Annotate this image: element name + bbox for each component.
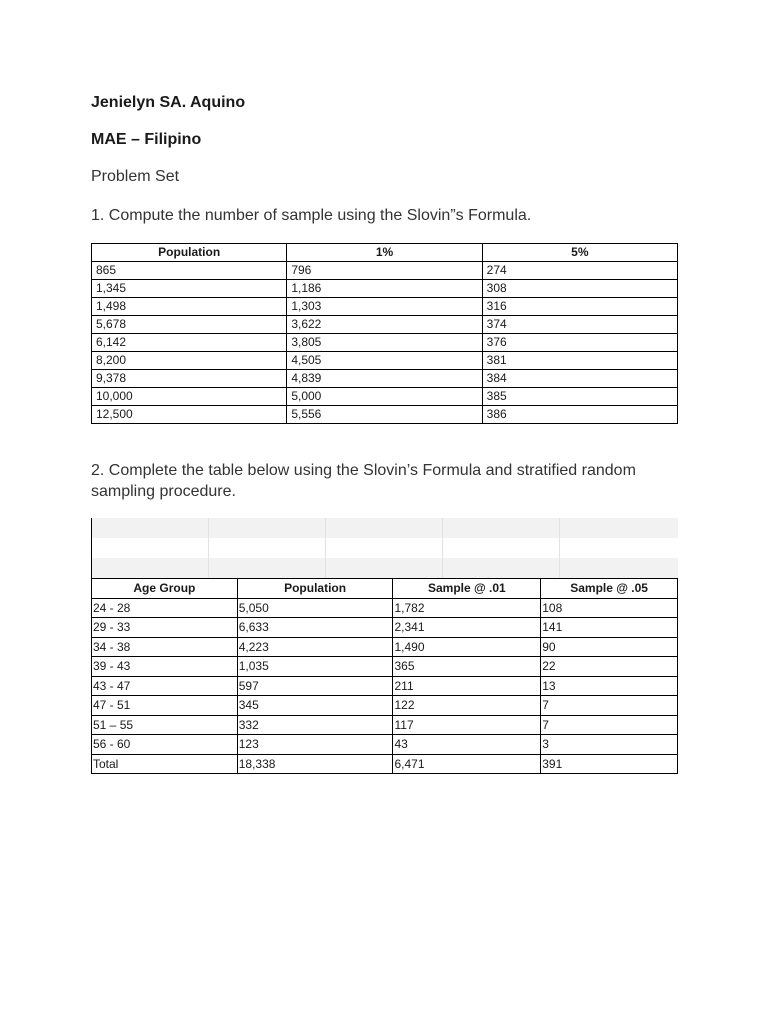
column-header: 5% [482, 244, 677, 262]
table-cell: 1,303 [287, 298, 482, 316]
table-cell: 332 [237, 715, 393, 735]
table-cell: 2,341 [393, 618, 541, 638]
column-header: Population [237, 579, 393, 599]
table-cell: 1,035 [237, 657, 393, 677]
empty-table-region [91, 518, 678, 578]
table-row [92, 676, 678, 696]
table-cell: 796 [287, 262, 482, 280]
column-header: Sample @ .01 [393, 579, 541, 599]
table-cell: 4,223 [237, 637, 393, 657]
table-cell: 9,378 [92, 370, 287, 388]
table-cell: 6,142 [92, 334, 287, 352]
table-cell: 18,338 [237, 754, 393, 774]
table-row [92, 316, 678, 334]
table-cell: 1,186 [287, 280, 482, 298]
stratified-table [91, 578, 678, 774]
grid-line [325, 518, 326, 578]
table-cell: 365 [393, 657, 541, 677]
table-row [92, 280, 678, 298]
table-cell: 7 [541, 696, 678, 716]
slovin-table-body [92, 262, 678, 424]
table-cell: 3,622 [287, 316, 482, 334]
table-row [92, 298, 678, 316]
table-cell: 51 – 55 [92, 715, 238, 735]
table-cell: 43 - 47 [92, 676, 238, 696]
table-cell: 29 - 33 [92, 618, 238, 638]
grid-line [208, 518, 209, 578]
column-header: Age Group [92, 579, 238, 599]
table-cell: 4,505 [287, 352, 482, 370]
column-header: Sample @ .05 [541, 579, 678, 599]
table-row [92, 352, 678, 370]
table-row [92, 696, 678, 716]
table-cell: 374 [482, 316, 677, 334]
table-cell: 90 [541, 637, 678, 657]
table-cell: 1,782 [393, 598, 541, 618]
table-cell: 308 [482, 280, 677, 298]
table-cell: 1,345 [92, 280, 287, 298]
table-row [92, 637, 678, 657]
table-cell: 274 [482, 262, 677, 280]
table-cell: 384 [482, 370, 677, 388]
table-row [92, 334, 678, 352]
table-cell: 10,000 [92, 388, 287, 406]
table-cell: 56 - 60 [92, 735, 238, 755]
table-row [92, 754, 678, 774]
table-cell: 5,678 [92, 316, 287, 334]
table-row [92, 370, 678, 388]
table-cell: 597 [237, 676, 393, 696]
program-title: MAE – Filipino [91, 131, 202, 148]
table-cell: 141 [541, 618, 678, 638]
table-border-line [91, 518, 92, 578]
table-cell: Total [92, 754, 238, 774]
table-cell: 8,200 [92, 352, 287, 370]
table-cell: 5,050 [237, 598, 393, 618]
problem-set-title: Problem Set [91, 168, 180, 185]
table-cell: 4,839 [287, 370, 482, 388]
grid-line [442, 518, 443, 578]
question-2-text-line1: 2. Complete the table below using the Slovin’s Formula and stratified random [91, 462, 636, 479]
table-row [92, 388, 678, 406]
table-cell: 345 [237, 696, 393, 716]
table-cell: 386 [482, 406, 677, 424]
question-2-text-line2: sampling procedure. [91, 483, 236, 500]
table-cell: 22 [541, 657, 678, 677]
table-cell: 1,490 [393, 637, 541, 657]
table-cell: 123 [237, 735, 393, 755]
table-row [92, 406, 678, 424]
table-cell: 6,471 [393, 754, 541, 774]
slovin-table-header [92, 244, 678, 262]
table-cell: 3 [541, 735, 678, 755]
slovin-table [91, 243, 678, 424]
table-cell: 24 - 28 [92, 598, 238, 618]
table-cell: 376 [482, 334, 677, 352]
table-cell: 211 [393, 676, 541, 696]
table-cell: 47 - 51 [92, 696, 238, 716]
table-cell: 43 [393, 735, 541, 755]
table-cell: 34 - 38 [92, 637, 238, 657]
table-cell: 6,633 [237, 618, 393, 638]
table-cell: 13 [541, 676, 678, 696]
column-header: Population [92, 244, 287, 262]
table-cell: 39 - 43 [92, 657, 238, 677]
table-cell: 108 [541, 598, 678, 618]
shaded-band [91, 518, 678, 538]
table-row [92, 715, 678, 735]
table-cell: 381 [482, 352, 677, 370]
table-row [92, 735, 678, 755]
table-cell: 1,498 [92, 298, 287, 316]
table-row [92, 262, 678, 280]
table-cell: 5,556 [287, 406, 482, 424]
table-row [92, 618, 678, 638]
table-cell: 385 [482, 388, 677, 406]
table-cell: 122 [393, 696, 541, 716]
grid-line [559, 518, 560, 578]
table-cell: 5,000 [287, 388, 482, 406]
table-row [92, 657, 678, 677]
table-row [92, 598, 678, 618]
table-cell: 7 [541, 715, 678, 735]
author-name: Jenielyn SA. Aquino [91, 94, 246, 111]
stratified-table-header [92, 579, 678, 599]
question-1-text: 1. Compute the number of sample using the Slovin”s Formula. [91, 207, 532, 224]
table-cell: 12,500 [92, 406, 287, 424]
column-header: 1% [287, 244, 482, 262]
table-cell: 316 [482, 298, 677, 316]
table-cell: 117 [393, 715, 541, 735]
table-cell: 3,805 [287, 334, 482, 352]
shaded-band [91, 558, 678, 578]
stratified-table-body [92, 598, 678, 774]
table-cell: 865 [92, 262, 287, 280]
table-cell: 391 [541, 754, 678, 774]
